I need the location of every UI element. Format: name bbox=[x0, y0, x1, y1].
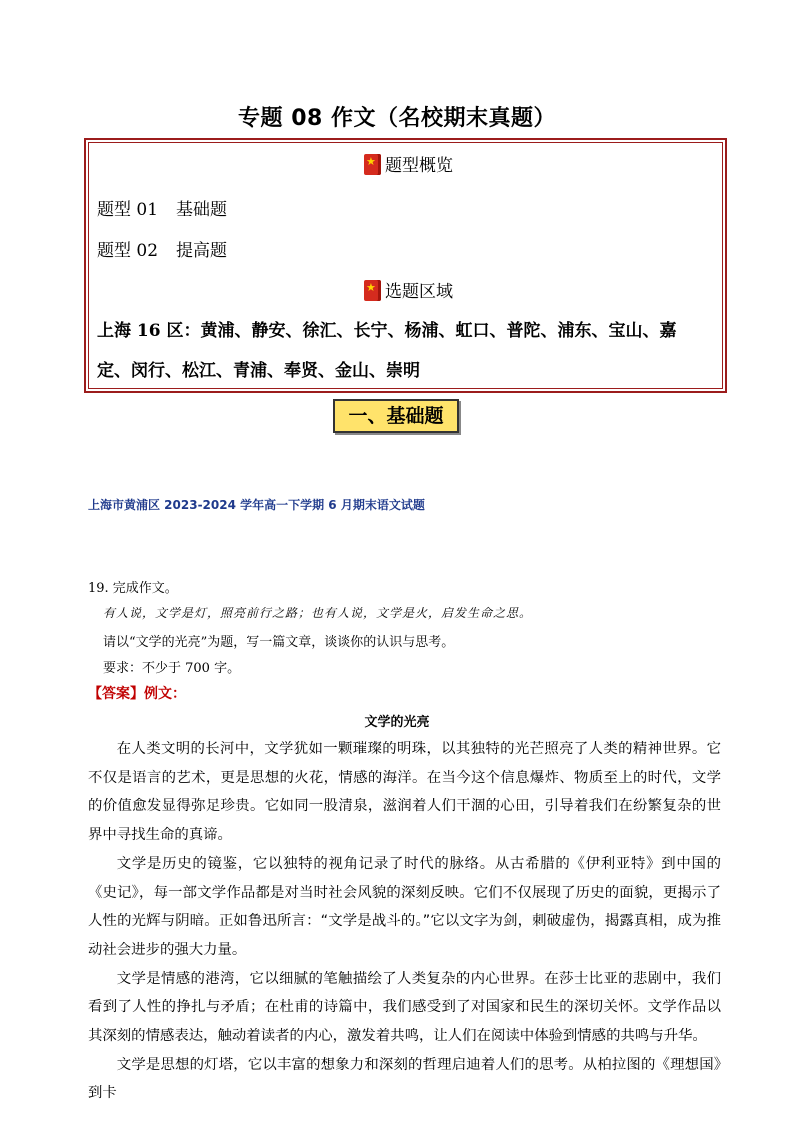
essay-paragraph: 文学是情感的港湾，它以细腻的笔触描绘了人类复杂的内心世界。在莎士比亚的悲剧中，我们看到了人性的挣扎与矛盾；在杜甫的诗篇中，我们感受到了对国家和民生的深切关怀。文学作品以其深刻的情感表达，触动着读者的内心，激发着共鸣，让人们在阅读中体验到情感的共鸣与升华。 bbox=[88, 970, 721, 1045]
type-name: 基础题 bbox=[176, 200, 228, 220]
question-instruction: 请以“文学的光亮”为题，写一篇文章，谈谈你的认识与思考。 bbox=[103, 635, 455, 650]
answer-tag: 【答案】 bbox=[88, 686, 144, 702]
answer-label: 例文： bbox=[144, 686, 186, 702]
question-requirement: 要求：不少于 700 字。 bbox=[103, 661, 241, 676]
red-book-icon bbox=[364, 154, 381, 175]
type-item-1 bbox=[97, 195, 227, 220]
overview-heading bbox=[89, 151, 728, 176]
overview-box bbox=[84, 138, 727, 393]
question-quote: 有人说，文学是灯，照亮前行之路；也有人说，文学是火，启发生命之思。 bbox=[103, 606, 533, 620]
region-list-line-1: 上海 16 区：黄浦、静安、徐汇、长宁、杨浦、虹口、普陀、浦东、宝山、嘉 bbox=[97, 321, 677, 341]
essay-paragraph: 文学是历史的镜鉴，它以独特的视角记录了时代的脉络。从古希腊的《伊利亚特》到中国的《史记》，每一部文学作品都是对当时社会风貌的深刻反映。它们不仅展现了历史的面貌，更揭示了人性的光辉与阴暗。正如鲁迅所言：“文学是战斗的。”它以文字为剑，刺破虚伪，揭露真相，成为推动社会进步的强大力量。 bbox=[88, 855, 721, 958]
section-tag: 一、基础题 bbox=[333, 399, 459, 433]
type-item-2 bbox=[97, 236, 227, 261]
essay-paragraph: 文学是思想的灯塔，它以丰富的想象力和深刻的哲理启迪着人们的思考。从柏拉图的《理想国》到卡 bbox=[88, 1056, 721, 1102]
type-name: 提高题 bbox=[176, 241, 228, 261]
overview-heading-text: 题型概览 bbox=[385, 156, 453, 176]
type-code: 题型 02 bbox=[97, 241, 159, 261]
region-heading-text: 选题区域 bbox=[385, 282, 453, 302]
overview-inner-border bbox=[88, 142, 723, 389]
essay-paragraph: 在人类文明的长河中，文学犹如一颗璀璨的明珠，以其独特的光芒照亮了人类的精神世界。它不仅是语言的艺术，更是思想的火花，情感的海洋。在当今这个信息爆炸、物质至上的时代，文学的价值愈发显得弥足珍贵。它如同一股清泉，滋润着人们干涸的心田，引导着我们在纷繁复杂的世界中寻找生命的真谛。 bbox=[88, 741, 721, 844]
exam-source: 上海市黄浦区 2023-2024 学年高一下学期 6 月期末语文试题 bbox=[88, 498, 425, 512]
region-list-line-2: 定、闵行、松江、青浦、奉贤、金山、崇明 bbox=[97, 361, 420, 381]
red-book-icon bbox=[364, 280, 381, 301]
question-number: 19. 完成作文。 bbox=[88, 581, 178, 596]
essay-title: 文学的光亮 bbox=[364, 715, 430, 730]
essay-body bbox=[88, 735, 721, 1108]
answer-heading bbox=[88, 683, 186, 703]
document-title: 专题 08 作文（名校期末真题） bbox=[238, 106, 556, 131]
type-code: 题型 01 bbox=[97, 200, 159, 220]
region-heading bbox=[89, 277, 728, 302]
